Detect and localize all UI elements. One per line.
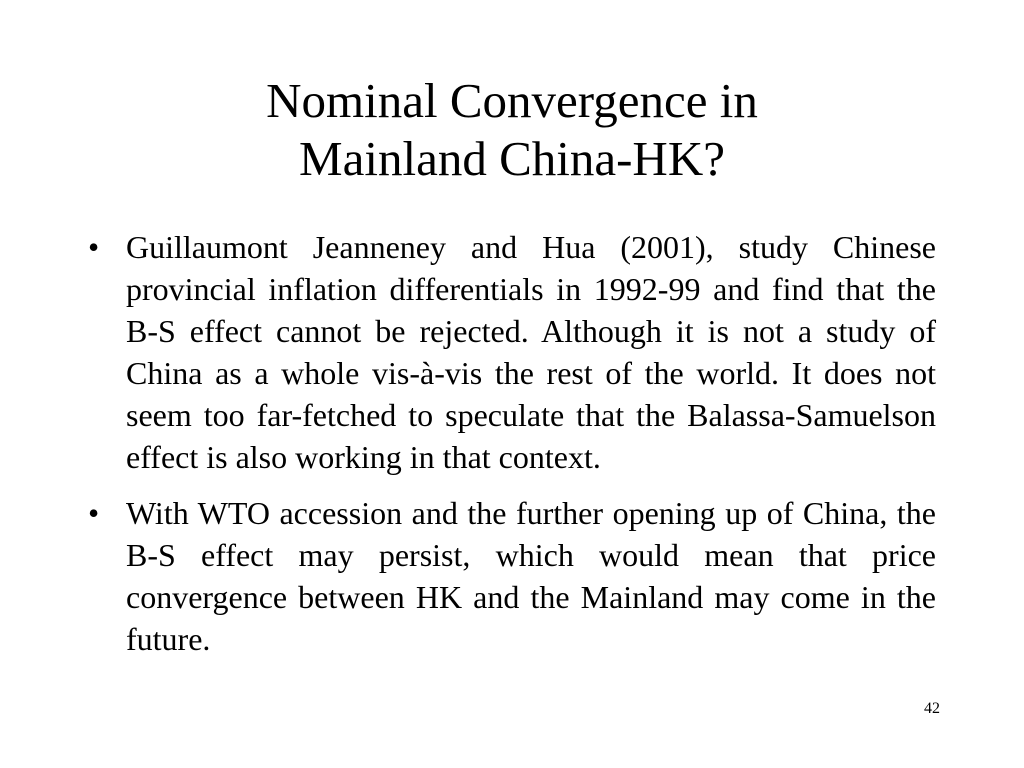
- bullet-item-1: [88, 226, 936, 478]
- bullet-marker: •: [88, 229, 100, 265]
- bullet-text-1: Guillaumont Jeanneney and Hua (2001), study Chinese provincial inflation differentials in 1992-99 and find that the B-S effect cannot be rejected. Although it is not a study of China as a whole vis-à-vis the rest of the world. It does not seem too far-fetched to speculate that the Balassa-Samuelson effect is also working in that context.: [126, 229, 936, 475]
- page-number: 42: [924, 700, 940, 717]
- slide-title-line-2: Mainland China-HK?: [299, 131, 725, 186]
- slide-title: [0, 72, 1024, 188]
- bullet-list: [88, 226, 936, 674]
- slide-title-line-1: Nominal Convergence in: [266, 73, 758, 128]
- bullet-marker: •: [88, 495, 100, 531]
- bullet-item-2: [88, 492, 936, 660]
- bullet-text-2: With WTO accession and the further opening up of China, the B-S effect may persist, which would mean that price convergence between HK and the Mainland may come in the future.: [126, 495, 936, 657]
